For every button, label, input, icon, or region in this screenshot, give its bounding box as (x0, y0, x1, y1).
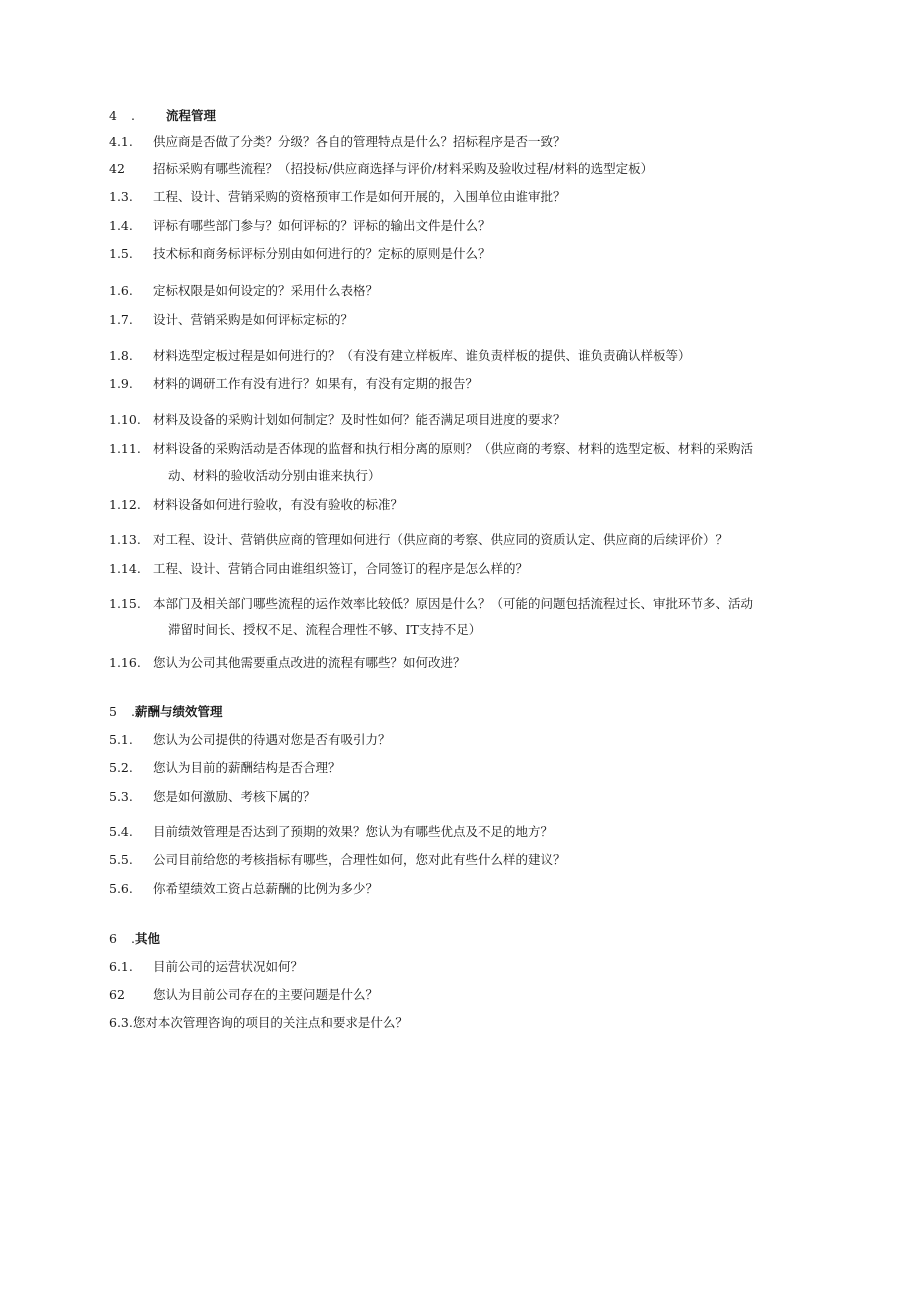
item-number: 5.2. (109, 760, 133, 775)
section-5-dot: . (131, 704, 135, 719)
item-text: 工程、设计、营销采购的资格预审工作是如何开展的，入围单位由谁审批？ (153, 189, 566, 204)
item-number: 1.5. (109, 246, 133, 261)
item-text: 评标有哪些部门参与？如何评标的？评标的输出文件是什么？ (153, 218, 491, 233)
item-number: 1.7. (109, 312, 133, 327)
section-4-dot: . (131, 108, 135, 123)
item-text-continuation: 滞留时间长、授权不足、流程合理性不够、IT支持不足） (168, 622, 482, 637)
item-text: 公司目前给您的考核指标有哪些，合理性如何，您对此有些什么样的建议？ (153, 852, 566, 867)
item-number: 5.3. (109, 789, 133, 804)
section-6-number: 6 (109, 931, 117, 946)
item-number: 1.13. (109, 532, 141, 547)
item-text: 技术标和商务标评标分别由如何进行的？定标的原则是什么？ (153, 246, 491, 261)
item-number: 1.14. (109, 561, 141, 576)
item-number: 42 (109, 161, 125, 176)
item-text: 你希望绩效工资占总薪酬的比例为多少？ (153, 881, 379, 896)
item-text: 材料设备如何进行验收，有没有验收的标准？ (153, 497, 404, 512)
item-number: 1.11. (109, 441, 141, 456)
item-text: 对工程、设计、营销供应商的管理如何进行（供应商的考察、供应同的资质认定、供应商的后续评价）？ (153, 532, 729, 547)
item-number: 1.16. (109, 655, 141, 670)
section-5-title: 薪酬与绩效管理 (135, 704, 223, 719)
item-text: 供应商是否做了分类？分级？各自的管理特点是什么？招标程序是否一致？ (153, 134, 566, 149)
item-text: 材料选型定板过程是如何进行的？（有没有建立样板库、谁负责样板的提供、谁负责确认样板等） (153, 348, 691, 363)
item-text: 您认为公司其他需要重点改进的流程有哪些？如何改进？ (153, 655, 466, 670)
item-number: 1.15. (109, 596, 141, 611)
item-number: 1.12. (109, 497, 141, 512)
item-text: 定标权限是如何设定的？采用什么表格？ (153, 283, 379, 298)
item-text: 工程、设计、营销合同由谁组织签订，合同签订的程序是怎么样的？ (153, 561, 529, 576)
item-number: 5.1. (109, 732, 133, 747)
section-4-number: 4 (109, 108, 117, 123)
item-text: 目前公司的运营状况如何？ (153, 959, 304, 974)
item-number: 1.8. (109, 348, 133, 363)
item-number: 5.4. (109, 824, 133, 839)
item-number: 1.3. (109, 189, 133, 204)
item-number: 4.1. (109, 134, 133, 149)
list-item-6-3: 6.3.您对本次管理咨询的项目的关注点和要求是什么？ (109, 1015, 408, 1030)
item-text: 本部门及相关部门哪些流程的运作效率比较低？原因是什么？（可能的问题包括流程过长、审批环节多、活动 (153, 596, 754, 611)
item-number: 5.6. (109, 881, 133, 896)
item-text-continuation: 动、材料的验收活动分别由谁来执行） (168, 468, 381, 483)
item-text: 材料及设备的采购计划如何制定？及时性如何？能否满足项目进度的要求？ (153, 412, 566, 427)
item-number: 5.5. (109, 852, 133, 867)
item-text: 您认为目前公司存在的主要问题是什么？ (153, 987, 379, 1002)
item-text: 您认为公司提供的待遇对您是否有吸引力？ (153, 732, 391, 747)
item-text: 材料的调研工作有没有进行？如果有，有没有定期的报告？ (153, 376, 479, 391)
section-5-number: 5 (109, 704, 117, 719)
section-6-dot: . (131, 931, 135, 946)
item-number: 6.1. (109, 959, 133, 974)
item-text: 目前绩效管理是否达到了预期的效果？您认为有哪些优点及不足的地方？ (153, 824, 554, 839)
item-number: 1.9. (109, 376, 133, 391)
item-text: 您认为目前的薪酬结构是否合理？ (153, 760, 341, 775)
item-text: 材料设备的采购活动是否体现的监督和执行相分离的原则？（供应商的考察、材料的选型定板、材料的采购活 (153, 441, 754, 456)
item-number: 1.4. (109, 218, 133, 233)
item-number: 1.6. (109, 283, 133, 298)
item-text: 您是如何激励、考核下属的？ (153, 789, 316, 804)
section-4-title: 流程管理 (166, 108, 217, 123)
item-number: 1.10. (109, 412, 141, 427)
item-number: 62 (109, 987, 125, 1002)
section-6-title: 其他 (135, 931, 161, 946)
item-text: 设计、营销采购是如何评标定标的？ (153, 312, 354, 327)
item-text: 招标采购有哪些流程？（招投标/供应商选择与评价/材料采购及验收过程/材料的选型定板） (153, 161, 654, 176)
